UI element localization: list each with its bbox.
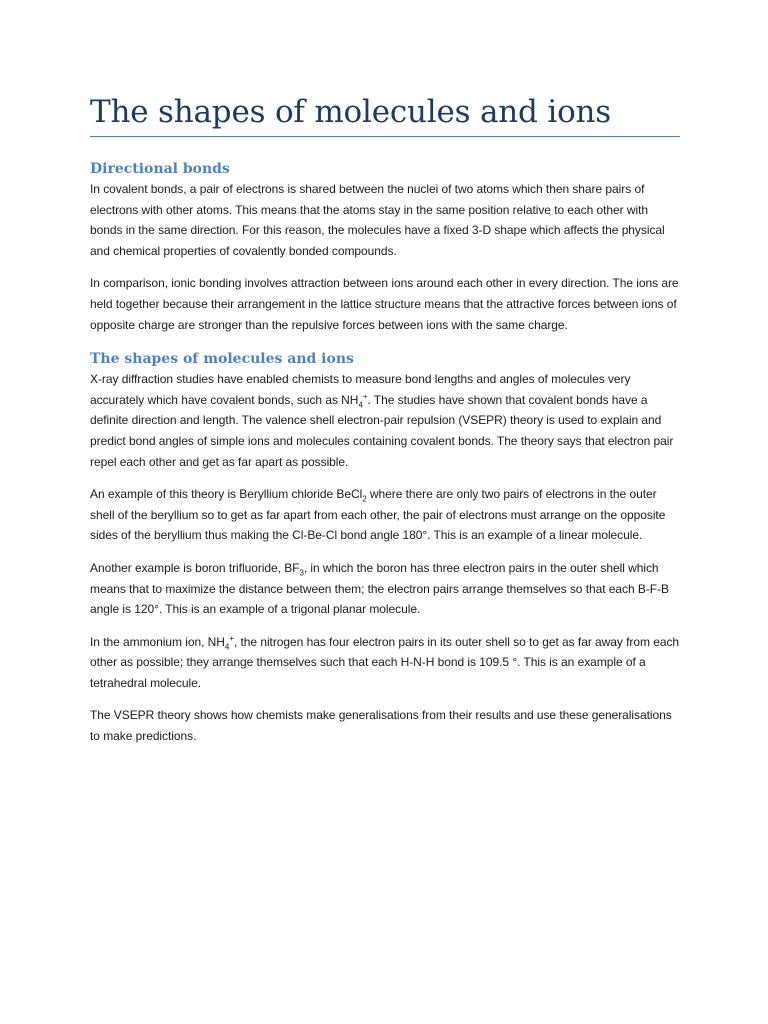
- text-run: where there are only two pairs of electrons in the outer shell of the beryllium so to get as far apart from each other, the pair of electrons must arrange on the opposite sides of the beryllium thus making the Cl-Be-Cl bond angle 180°. This is an example of a linear molecule.: [90, 487, 666, 543]
- document-title: The shapes of molecules and ions: [90, 92, 680, 137]
- section-heading-shapes: The shapes of molecules and ions: [90, 351, 354, 368]
- superscript: +: [229, 633, 234, 643]
- subscript: 4: [224, 642, 230, 652]
- paragraph-ionic-bonding: In comparison, ionic bonding involves attraction between ions around each other in every direction. The ions are held together because their arrangement in the lattice structure means that the attractive forces between ions of opposite charge are stronger than the repulsive forces between ions with the same charge.: [90, 276, 679, 332]
- text-run: . The studies have shown that covalent bonds have a definite direction and length. The valence shell electron-pair repulsion (VSEPR) theory is used to explain and predict bond angles of simple ions and molecules containing covalent bonds. The theory says that electron pair repel each other and get as far apart as possible.: [90, 392, 674, 469]
- section-heading-directional-bonds: Directional bonds: [90, 161, 230, 177]
- subscript: 3: [299, 568, 304, 578]
- text-run: An example of this theory is Beryllium chloride BeCl: [90, 487, 363, 502]
- document-page: [90, 92, 680, 759]
- paragraph-vsepr-generalisations: The VSEPR theory shows how chemists make generalisations from their results and use these generalisations to make predictions.: [90, 708, 672, 744]
- paragraph-boron-trifluoride: [90, 558, 680, 620]
- text-run: X-ray diffraction studies have enabled chemists to measure bond lengths and angles of molecules very accurately which have covalent bonds, such as NH: [90, 372, 631, 407]
- text-run: , in which the boron has three electron pairs in the outer shell which means that to maximize the distance between them; the electron pairs arrange themselves so that each B-F-B angle is 120°. This is an example of a trigonal planar molecule.: [90, 560, 669, 617]
- subscript: 4: [358, 400, 363, 410]
- paragraph-xray-vsepr: [90, 369, 680, 472]
- text-run: , the nitrogen has four electron pairs in its outer shell so to get as far away from each other as possible; they arrange themselves such that each H-N-H bond is 109.5 °. This is an example of a tetrahedral molecule.: [90, 634, 680, 690]
- subscript: 2: [362, 494, 367, 504]
- paragraph-covalent-bonds: In covalent bonds, a pair of electrons is shared between the nuclei of two atoms which then share pairs of electrons with other atoms. This means that the atoms stay in the same position relative to each other with bonds in the same direction. For this reason, the molecules have a fixed 3-D shape which affects the physical and chemical properties of covalently bonded compounds.: [90, 182, 665, 258]
- text-run: In the ammonium ion, NH: [90, 634, 225, 649]
- superscript: +: [362, 391, 368, 401]
- paragraph-beryllium-chloride: [90, 484, 680, 546]
- text-run: Another example is boron trifluoride, BF: [90, 560, 300, 575]
- paragraph-ammonium-ion: [90, 632, 680, 694]
